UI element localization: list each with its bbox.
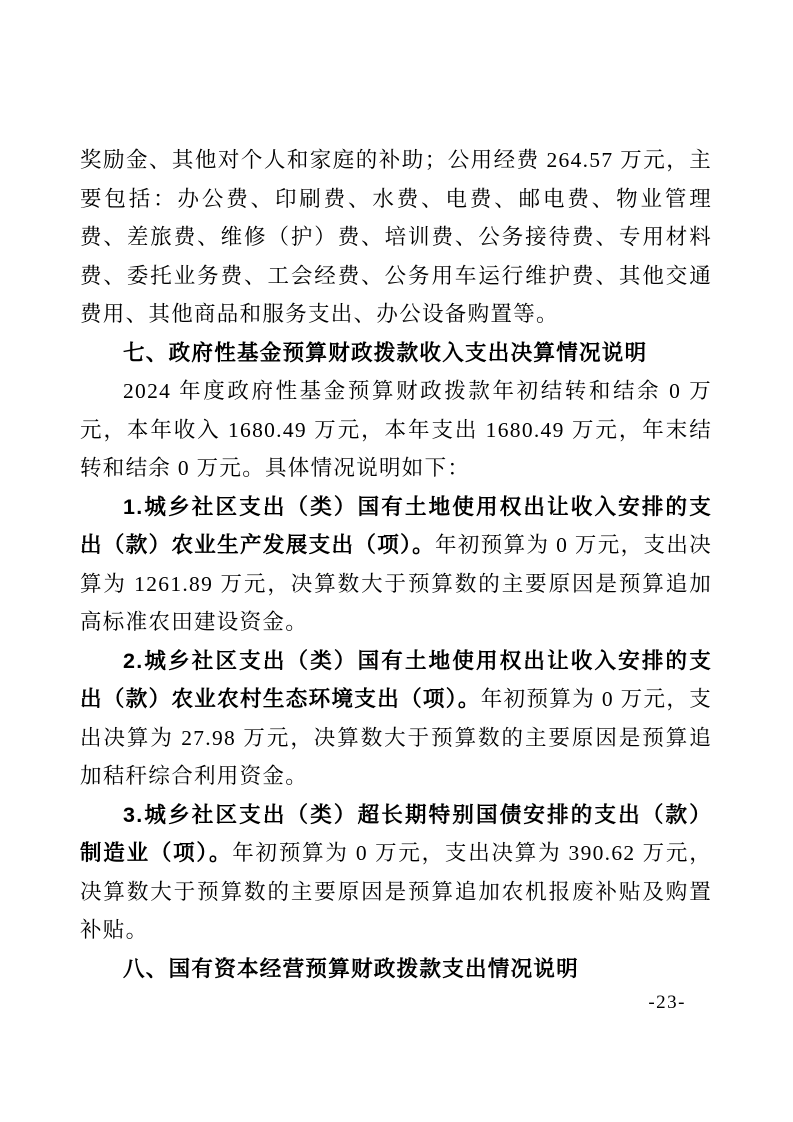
page-number: -23- [648, 992, 686, 1013]
budget-item-3-text: 年初预算为 0 万元，支出决算为 390.62 万元，决算数大于预算数的主要原因是预算追加农机报废补贴及购置补贴。 [80, 841, 712, 942]
budget-item-1-paragraph [80, 488, 712, 642]
budget-item-2-paragraph [80, 642, 712, 796]
document-body [80, 141, 712, 988]
section-7-heading: 七、政府性基金预算财政拨款收入支出决算情况说明 [123, 340, 648, 365]
budget-item-3-lead: 3.城乡社区支出（类）超长期特别国债安排的支出（款）制造业（项）。 [80, 802, 712, 865]
budget-item-3-paragraph [80, 796, 712, 950]
continued-paragraph: 奖励金、其他对个人和家庭的补助；公用经费 264.57 万元，主要包括：办公费、印刷费、水费、电费、邮电费、物业管理费、差旅费、维修（护）费、培训费、公务接待费、专用材料费、委托业务费、工会经费、公务用车运行维护费、其他交通费用、其他商品和服务支出、办公设备购置等。 [80, 148, 712, 326]
budget-item-1-text: 年初预算为 0 万元，支出决算为 1261.89 万元，决算数大于预算数的主要原因是预算追加高标准农田建设资金。 [80, 533, 712, 634]
section-8-heading: 八、国有资本经营预算财政拨款支出情况说明 [123, 956, 580, 981]
budget-item-2-text: 年初预算为 0 万元，支出决算为 27.98 万元，决算数大于预算数的主要原因是预算追加秸秆综合利用资金。 [80, 687, 713, 788]
budget-item-2-lead: 2.城乡社区支出（类）国有土地使用权出让收入安排的支出（款）农业农村生态环境支出（项）。 [80, 648, 712, 711]
budget-item-1-lead: 1.城乡社区支出（类）国有土地使用权出让收入安排的支出（款）农业生产发展支出（项）。 [80, 494, 712, 557]
section-7-intro-paragraph: 2024 年度政府性基金预算财政拨款年初结转和结余 0 万元，本年收入 1680.49 万元，本年支出 1680.49 万元，年末结转和结余 0 万元。具体情况说明如下： [80, 379, 712, 480]
